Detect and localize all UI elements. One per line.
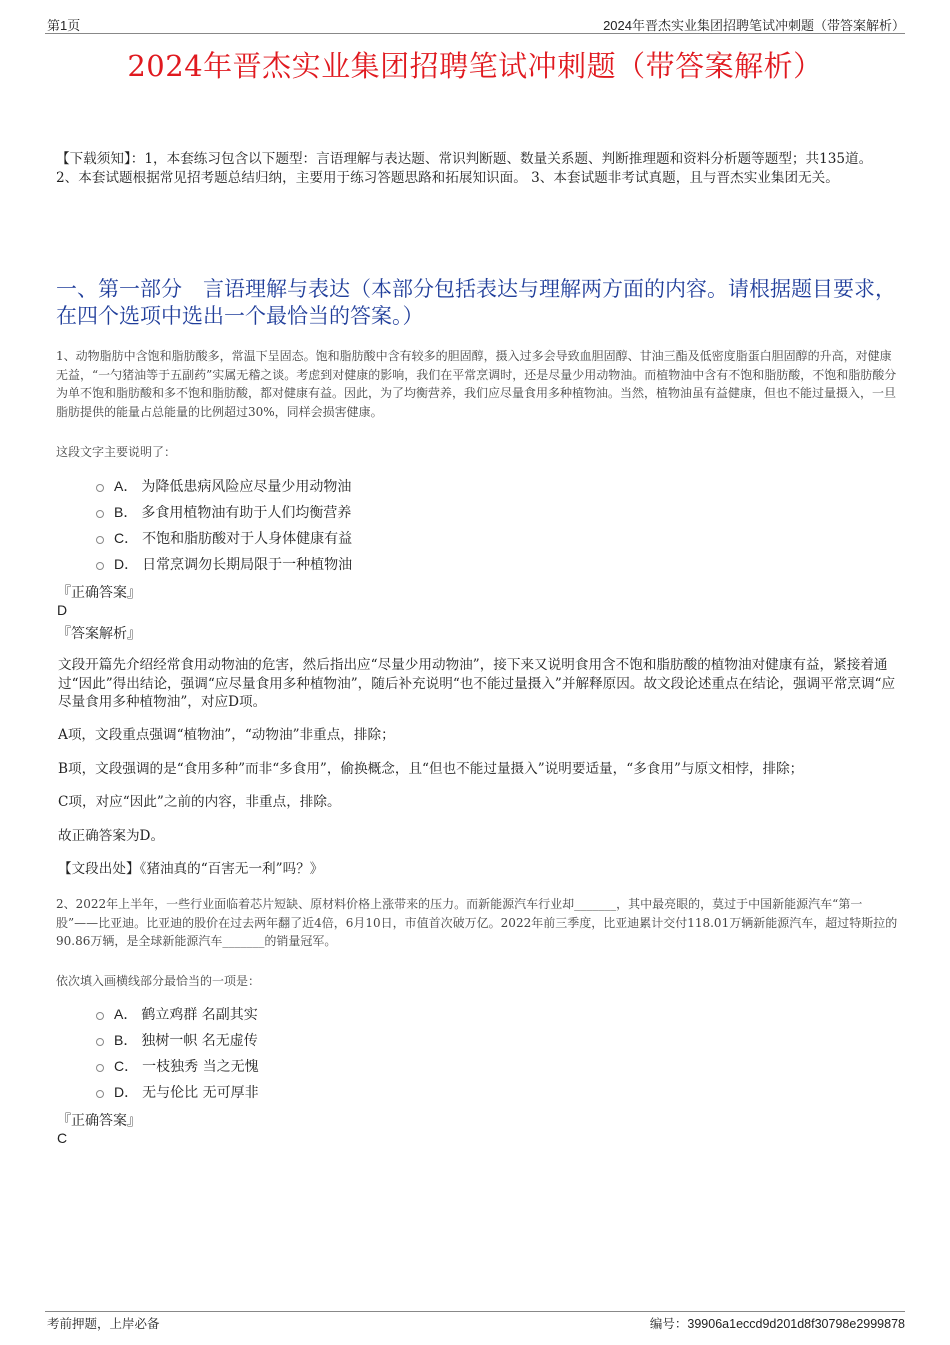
question-2-text: 2、2022年上半年，一些行业面临着芯片短缺、原材料价格上涨带来的压力。而新能源汽车行业却_______，其中最亮眼的，莫过于中国新能源汽车“第一股”——比亚迪。比亚迪的股价在过去两年翻了近4倍，6月10日，市值首次破万亿。2022年前三季度，比亚迪累计交付118.01万辆新能源汽车，超过特斯拉的90.86万辆，是全球新能源汽车_______的销量冠军。 — [56, 897, 898, 949]
option-text: 日常烹调勿长期局限于一种植物油 — [142, 557, 353, 573]
question-2-answer-label: 『正确答案』 — [57, 1113, 141, 1129]
option-letter: C． — [114, 1058, 139, 1074]
option-letter: C． — [114, 530, 139, 546]
footer-slogan: 考前押题，上岸必备 — [47, 1316, 160, 1331]
option-letter: D． — [114, 556, 139, 572]
download-notice: 【下载须知】：1，本套练习包含以下题型：言语理解与表达题、常识判断题、数量关系题、判断推理题和资料分析题等题型；共135道。 2、本套试题根据常见招考题总结归纳，主要用于练习答题思路和拓展知识面。 3、本套试题非考试真题，且与晋杰实业集团无关。 — [56, 151, 873, 186]
radio-icon[interactable] — [96, 536, 104, 544]
question-2-option-d[interactable] — [96, 1082, 259, 1102]
analysis-paragraph: B项，文段强调的是“食用多种”而非“多食用”，偷换概念，且“但也不能过量摄入”说明要适量，“多食用”与原文相悖，排除； — [58, 761, 804, 777]
footer-doc-id: 编号：39906a1eccd9d201d8f30798e2999878 — [649, 1317, 905, 1331]
option-letter: D． — [114, 1084, 139, 1100]
option-letter: A． — [114, 1006, 138, 1022]
question-1-analysis-label: 『答案解析』 — [57, 626, 141, 642]
option-text: 一枝独秀 当之无愧 — [142, 1059, 259, 1075]
radio-icon[interactable] — [96, 562, 104, 570]
analysis-source: 【文段出处】《猪油真的“百害无一利”吗？》 — [58, 861, 324, 877]
analysis-paragraph: 文段开篇先介绍经常食用动物油的危害，然后指出应“尽量少用动物油”，接下来又说明食用含不饱和脂肪酸的植物油对健康有益，紧接着通过“因此”得出结论，强调“应尽量食用多种植物油”，随后补充说明“也不能过量摄入”并解释原因。故文段论述重点在结论，强调平常烹调“应尽量食用多种植物油”，对应D项。 — [58, 657, 896, 710]
option-text: 无与伦比 无可厚非 — [142, 1085, 259, 1101]
analysis-paragraph: A项，文段重点强调“植物油”，“动物油”非重点，排除； — [58, 727, 395, 743]
option-letter: A． — [114, 478, 138, 494]
question-1-answer-label: 『正确答案』 — [57, 585, 141, 601]
radio-icon[interactable] — [96, 1012, 104, 1020]
analysis-paragraph: 故正确答案为D。 — [58, 828, 165, 844]
radio-icon[interactable] — [96, 510, 104, 518]
question-1-option-d[interactable] — [96, 554, 352, 574]
radio-icon[interactable] — [96, 484, 104, 492]
option-text: 独树一帜 名无虚传 — [141, 1033, 258, 1049]
question-1-option-c[interactable] — [96, 528, 352, 548]
question-2-answer: C — [57, 1130, 68, 1146]
question-2-option-a[interactable] — [96, 1004, 258, 1024]
option-letter: B． — [114, 504, 138, 520]
question-2-option-c[interactable] — [96, 1056, 259, 1076]
section-heading: 一、第一部分 言语理解与表达（本部分包括表达与理解两方面的内容。请根据题目要求，在四个选项中选出一个最恰当的答案。） — [56, 277, 896, 328]
question-1-option-b[interactable] — [96, 502, 351, 522]
question-2-prompt: 依次填入画横线部分最恰当的一项是： — [56, 974, 261, 988]
option-letter: B． — [114, 1032, 138, 1048]
option-text: 鹤立鸡群 名副其实 — [141, 1007, 258, 1023]
option-text: 为降低患病风险应尽量少用动物油 — [141, 479, 352, 495]
analysis-paragraph: C项，对应“因此”之前的内容，非重点，排除。 — [58, 794, 341, 810]
question-1-option-a[interactable] — [96, 476, 351, 496]
header-page-number: 第1页 — [47, 18, 81, 33]
header-doc-title: 2024年晋杰实业集团招聘笔试冲刺题（带答案解析） — [603, 18, 905, 33]
question-2-option-b[interactable] — [96, 1030, 258, 1050]
radio-icon[interactable] — [96, 1064, 104, 1072]
question-1-text: 1、动物脂肪中含饱和脂肪酸多，常温下呈固态。饱和脂肪酸中含有较多的胆固醇，摄入过多会导致血胆固醇、甘油三酯及低密度脂蛋白胆固醇的升高，对健康无益，“一勺猪油等于五副药”实属无稽之谈。考虑到对健康的影响，我们在平常烹调时，还是尽量少用动物油。而植物油中含有不饱和脂肪酸，不饱和脂肪酸分为单不饱和脂肪酸和多不饱和脂肪酸，都对健康有益。因此，为了均衡营养，我们应尽量食用多种植物油。当然，植物油虽有益健康，但也不能过量摄入，一旦脂肪提供的能量占总能量的比例超过30%，同样会损害健康。 — [56, 349, 897, 420]
footer-divider — [45, 1311, 905, 1312]
radio-icon[interactable] — [96, 1090, 104, 1098]
option-text: 多食用植物油有助于人们均衡营养 — [141, 505, 352, 521]
header-divider — [45, 33, 905, 34]
page-title: 2024年晋杰实业集团招聘笔试冲刺题（带答案解析） — [127, 49, 823, 83]
option-text: 不饱和脂肪酸对于人身体健康有益 — [142, 531, 353, 547]
radio-icon[interactable] — [96, 1038, 104, 1046]
question-1-prompt: 这段文字主要说明了： — [56, 445, 177, 459]
question-1-answer: D — [57, 602, 68, 618]
